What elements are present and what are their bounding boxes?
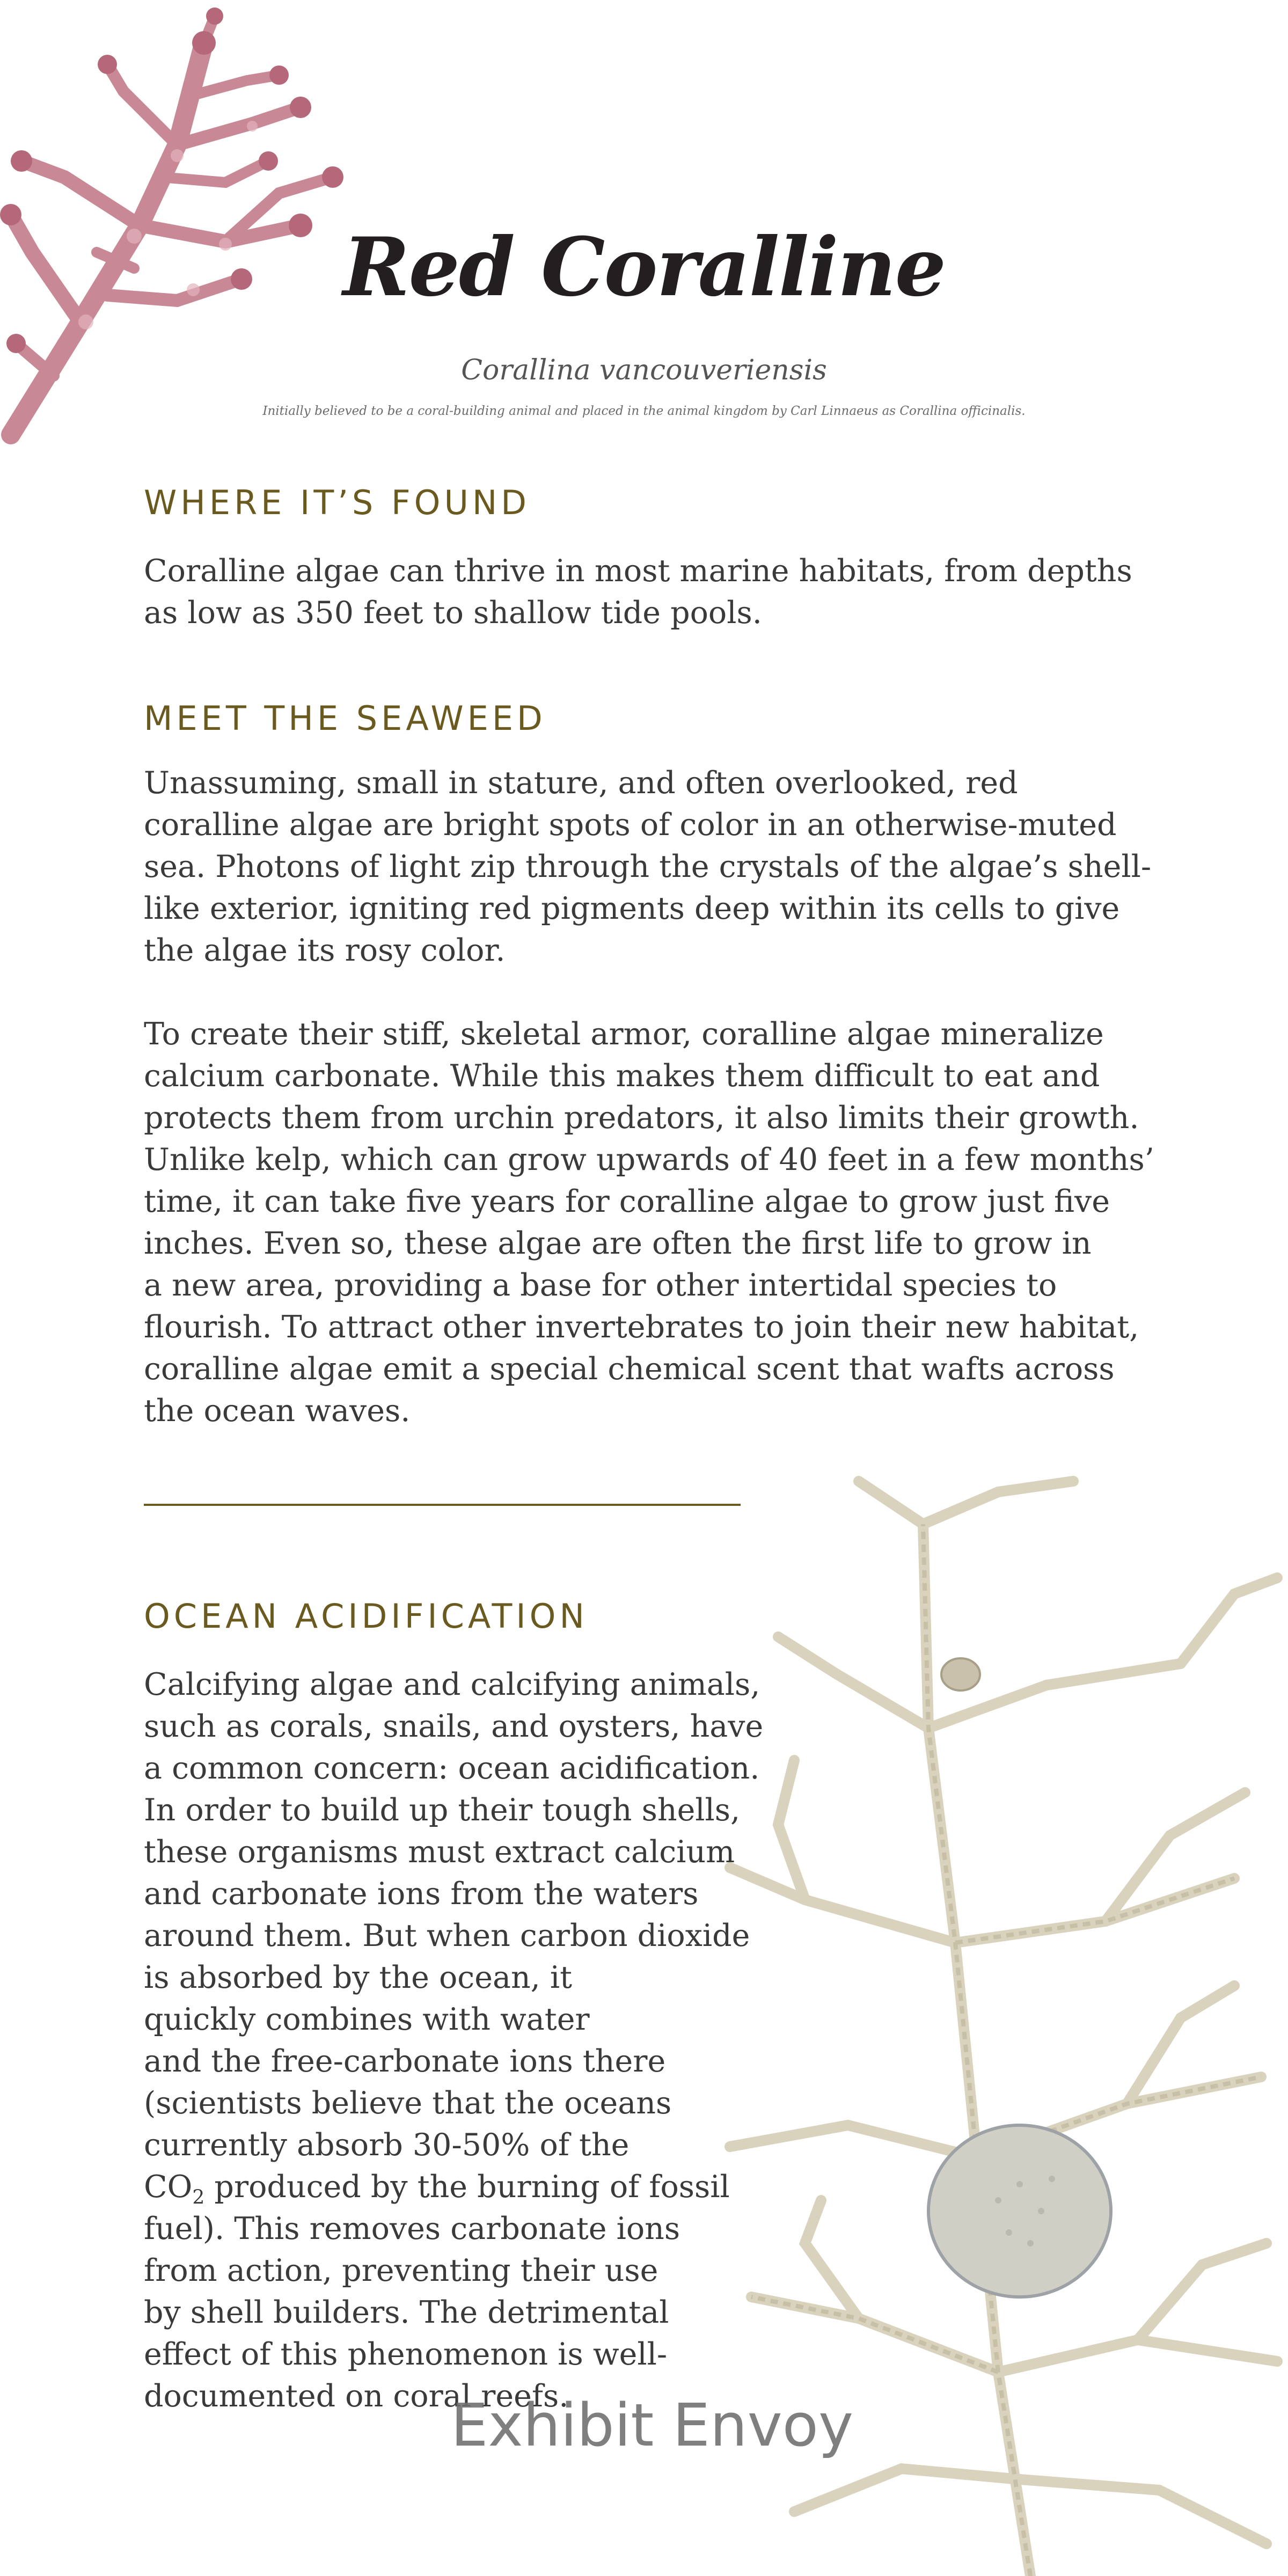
- scientific-name: Corallina vancouveriensis: [461, 354, 827, 386]
- heading-ocean-acidification: OCEAN ACIDIFICATION: [144, 1597, 588, 1636]
- heading-meet-seaweed: MEET THE SEAWEED: [144, 699, 546, 738]
- historical-note: Initially believed to be a coral-building animal and placed in the animal kingdom by Carl Linnaeus as Corallina officinalis.: [262, 404, 1026, 418]
- page-title: Red Coralline: [342, 220, 946, 314]
- co2-subscript: 2: [192, 2186, 205, 2209]
- ocean-acidification-body-part-1: Calcifying algae and calcifying animals, such as corals, snails, and oysters, have a common concern: ocean acidification. In order to build up their tough shells, these organisms must extract calcium and carbonate ions from the waters around them. But when carbon dioxide is absorbed by the ocean, it quickly combines with water and the free-carbonate ions there (scientists believe that the oceans currently absorb 30-50% of the: [144, 1667, 764, 2163]
- co2-label: CO: [144, 2169, 193, 2205]
- watermark: Exhibit Envoy: [451, 2391, 854, 2460]
- meet-seaweed-paragraph-2: To create their stiff, skeletal armor, coralline algae mineralize calcium carbonate. While this makes them difficult to eat and protects them from urchin predators, it also limits their growth. Unlike kelp, which can grow upwards of 40 feet in a few months’ time, it can take five years for coralline algae to grow just five inches. Even so, these algae are often the first life to grow in a new area, providing a base for other intertidal species to flourish. To attract other invertebrates to join their new habitat, coralline algae emit a special chemical scent that wafts across the ocean waves.: [144, 1016, 1154, 1429]
- where-found-body: Coralline algae can thrive in most marine habitats, from depths as low as 350 feet to shallow tide pools.: [144, 553, 1132, 631]
- meet-seaweed-paragraph-1: Unassuming, small in stature, and often overlooked, red coralline algae are bright spots of color in an otherwise-muted sea. Photons of light zip through the crystals of the algae’s shell- like exterior, igniting red pigments deep within its cells to give the algae its rosy color.: [144, 765, 1152, 968]
- heading-where-found: WHERE IT’S FOUND: [144, 483, 530, 522]
- section-divider: [144, 1504, 741, 1506]
- ocean-acidification-body: [144, 1664, 763, 2417]
- ocean-acidification-body-part-2: produced by the burning of fossil fuel). This removes carbonate ions from action, preventing their use by shell builders. The detrimental effect of this phenomenon is well- documented on coral reefs.: [144, 2169, 730, 2414]
